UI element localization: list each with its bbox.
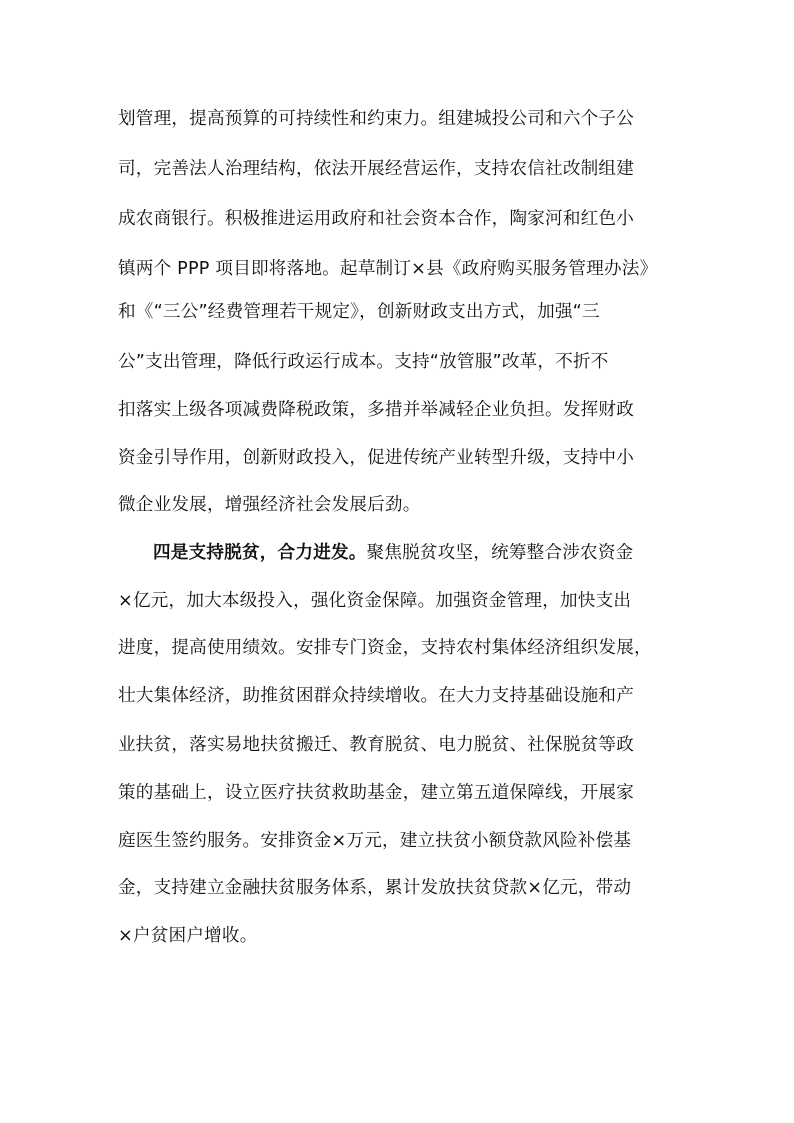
paragraph-line: 策的基础上，设立医疗扶贫救助基金，建立第五道保障线，开展家 — [118, 783, 635, 803]
paragraph-line: 庭医生签约服务。安排资金×万元，建立扶贫小额贷款风险补偿基 — [118, 831, 632, 851]
paragraph-line: 扣落实上级各项减费降税政策，多措并举减轻企业负担。发挥财政 — [118, 400, 635, 420]
paragraph-line: 公”支出管理，降低行政运行成本。支持“放管服”改革，不折不 — [118, 352, 609, 372]
section-heading: 四是支持脱贫，合力进发。 — [153, 543, 367, 563]
paragraph-line: 微企业发展，增强经济社会发展后劲。 — [118, 495, 421, 515]
paragraph-line: 和《“三公”经费管理若干规定》，创新财政支出方式，加强“三 — [118, 302, 600, 322]
paragraph-line: 成农商银行。积极推进运用政府和社会资本合作，陶家河和红色小 — [118, 209, 635, 229]
paragraph-first-line — [153, 543, 688, 563]
paragraph-line: 金，支持建立金融扶贫服务体系，累计发放扶贫贷款×亿元，带动 — [118, 878, 632, 898]
paragraph-line: 进度，提高使用绩效。安排专门资金，支持农村集体经济组织发展， — [118, 638, 652, 658]
paragraph-line: 业扶贫，落实易地扶贫搬迁、教育脱贫、电力脱贫、社保脱贫等政 — [118, 735, 635, 755]
paragraph-line: 资金引导作用，创新财政投入，促进传统产业转型升级，支持中小 — [118, 448, 635, 468]
paragraph-line: ×户贫困户增收。 — [118, 926, 258, 946]
paragraph-text: 聚焦脱贫攻坚，统筹整合涉农资金 — [366, 543, 634, 563]
paragraph-line: 划管理，提高预算的可持续性和约束力。组建城投公司和六个子公 — [118, 109, 635, 129]
paragraph-line: ×亿元，加大本级投入，强化资金保障。加强资金管理，加快支出 — [118, 591, 632, 611]
paragraph-line: 镇两个 PPP 项目即将落地。起草制订×县《政府购买服务管理办法》 — [118, 259, 658, 279]
paragraph-line: 司，完善法人治理结构，依法开展经营运作，支持农信社改制组建 — [118, 159, 635, 179]
paragraph-line: 壮大集体经济，助推贫困群众持续增收。在大力支持基础设施和产 — [118, 686, 635, 706]
